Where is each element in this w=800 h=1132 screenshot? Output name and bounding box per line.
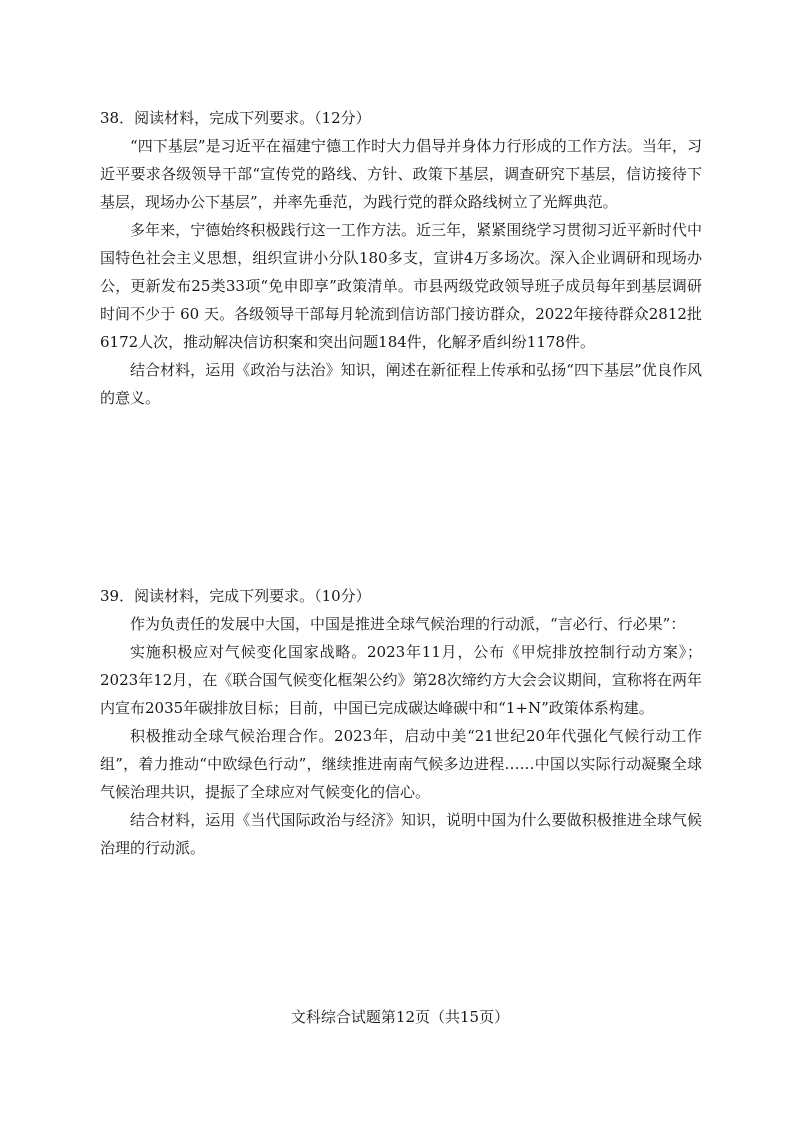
question-39-prompt: 结合材料，运用《当代国际政治与经济》知识，说明中国为什么要做积极推进全球气候治理的行动派。 xyxy=(100,811,702,857)
question-39-heading: 39．阅读材料，完成下列要求。（10分） xyxy=(100,587,371,605)
question-38-prompt: 结合材料，运用《政治与法治》知识，阐述在新征程上传承和弘扬“四下基层”优良作风的意义。 xyxy=(100,361,702,407)
question-38-paragraph-1: “四下基层”是习近平在福建宁德工作时大力倡导并身体力行形成的工作方法。当年，习近平要求各级领导干部“宣传党的路线、方针、政策下基层，调查研究下基层，信访接待下基层，现场办公下基层”，并率先垂范，为践行党的群众路线树立了光辉典范。 xyxy=(100,137,702,211)
question-38 xyxy=(100,104,702,412)
question-38-heading: 38．阅读材料，完成下列要求。（12分） xyxy=(100,109,371,127)
page-footer: 文科综合试题第12页（共15页） xyxy=(290,1008,510,1026)
question-39-paragraph-3: 积极推动全球气候治理合作。2023年，启动中美“21世纪20年代强化气候行动工作组”，着力推动“中欧绿色行动”，继续推进南南气候多边进程……中国以实际行动凝聚全球气候治理共识，提振了全球应对气候变化的信心。 xyxy=(100,727,702,801)
question-39 xyxy=(100,582,702,862)
question-38-paragraph-2: 多年来，宁德始终积极践行这一工作方法。近三年，紧紧围绕学习贯彻习近平新时代中国特色社会主义思想，组织宣讲小分队180多支，宣讲4万多场次。深入企业调研和现场办公，更新发布25类33项“免申即享”政策清单。市县两级党政领导班子成员每年到基层调研时间不少于 60 天。各级领导干部每月轮流到信访部门接访群众，2022年接待群众2812批6172人次，推动解决信访积案和突出问题184件，化解矛盾纠纷1178件。 xyxy=(100,221,702,351)
question-39-paragraph-2: 实施积极应对气候变化国家战略。2023年11月，公布《甲烷排放控制行动方案》；2023年12月，在《联合国气候变化框架公约》第28次缔约方大会会议期间，宣称将在两年内宣布2035年碳排放目标；目前，中国已完成碳达峰碳中和“1+N”政策体系构建。 xyxy=(100,643,702,717)
question-39-paragraph-1: 作为负责任的发展中大国，中国是推进全球气候治理的行动派，“言必行、行必果”： xyxy=(130,615,686,633)
